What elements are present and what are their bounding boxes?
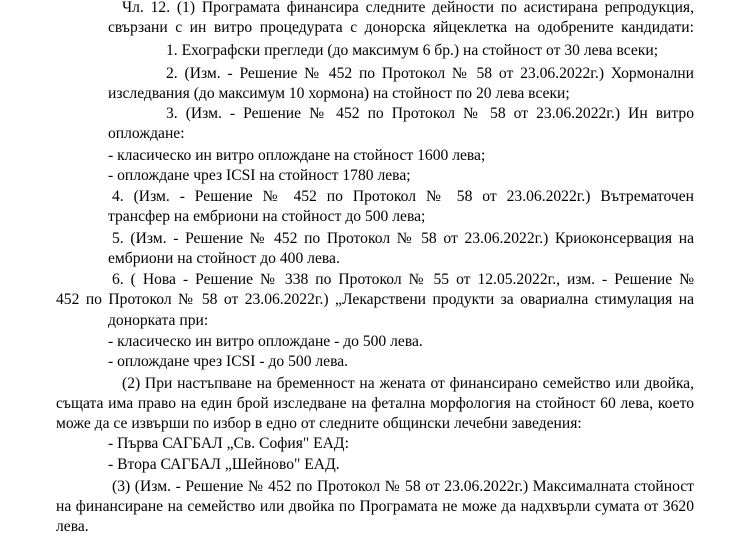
paragraph-2-line: (2) При настъпване на бременност на жената от финансирано семейство или двойка, (122, 375, 694, 392)
institution-item: - Втора САГБАЛ „Шейново" ЕАД. (108, 456, 340, 473)
list-item-6: 6. ( Нова - Решение № 338 по Протокол № 55 от 12.05.2022г., изм. - Решение № (112, 271, 694, 288)
text-line: донорката при: (108, 312, 209, 329)
sub-item: - оплождане чрез ICSI на стойност 1780 лева; (108, 167, 411, 184)
sub-item: - класическо ин витро оплождане - до 500 лева. (108, 333, 423, 350)
text-line: ембриони на стойност до 400 лева. (108, 250, 340, 267)
list-item-3: 3. (Изм. - Решение № 452 по Протокол № 58 от 23.06.2022г.) Ин витро (166, 105, 694, 122)
article-12-heading-line: Чл. 12. (1) Програмата финансира следните дейности по асистирана репродукция, (122, 0, 694, 16)
sub-item: - класическо ин витро оплождане на стойност 1600 лева; (108, 147, 486, 164)
text-line: лева. (56, 518, 89, 535)
text-line: същата има право на един брой изследване на фетална морфология на стойност 60 лева, което (56, 395, 694, 412)
text-line: на финансиране на семейство или двойка по Програмата не може да надхвърли сумата от 3620 (56, 498, 694, 515)
text-line: 452 по Протокол № 58 от 23.06.2022г.) „Лекарствени продукти за овариална стимулация на (56, 291, 694, 308)
list-item-5: 5. (Изм. - Решение № 452 по Протокол № 58 от 23.06.2022г.) Криоконсервация на (112, 230, 694, 247)
text-line: трансфер на ембриони на стойност до 500 лева; (108, 208, 426, 225)
text-line: може да се извърши по избор в едно от следните общински лечебни заведения: (56, 415, 582, 432)
list-item-4: 4. (Изм. - Решение № 452 по Протокол № 58 от 23.06.2022г.) Вътрематочен (112, 188, 694, 205)
paragraph-3-line: (3) (Изм. - Решение № 452 по Протокол № 58 от 23.06.2022г.) Максималната стойност (112, 478, 694, 495)
text-line: изследвания (до максимум 10 хормона) на стойност по 20 лева всеки; (108, 85, 570, 102)
text-line: свързани с ин витро процедурата с донорска яйцеклетка на одобрените кандидати: (108, 19, 694, 36)
list-item-1: 1. Ехографски прегледи (до максимум 6 бр.) на стойност от 30 лева всеки; (166, 42, 659, 59)
institution-item: - Първа САГБАЛ „Св. София" ЕАД: (108, 435, 349, 452)
sub-item: - оплождане чрез ICSI - до 500 лева. (108, 353, 349, 370)
text-line: оплождане: (108, 125, 185, 142)
list-item-2: 2. (Изм. - Решение № 452 по Протокол № 58 от 23.06.2022г.) Хормонални (166, 65, 694, 82)
